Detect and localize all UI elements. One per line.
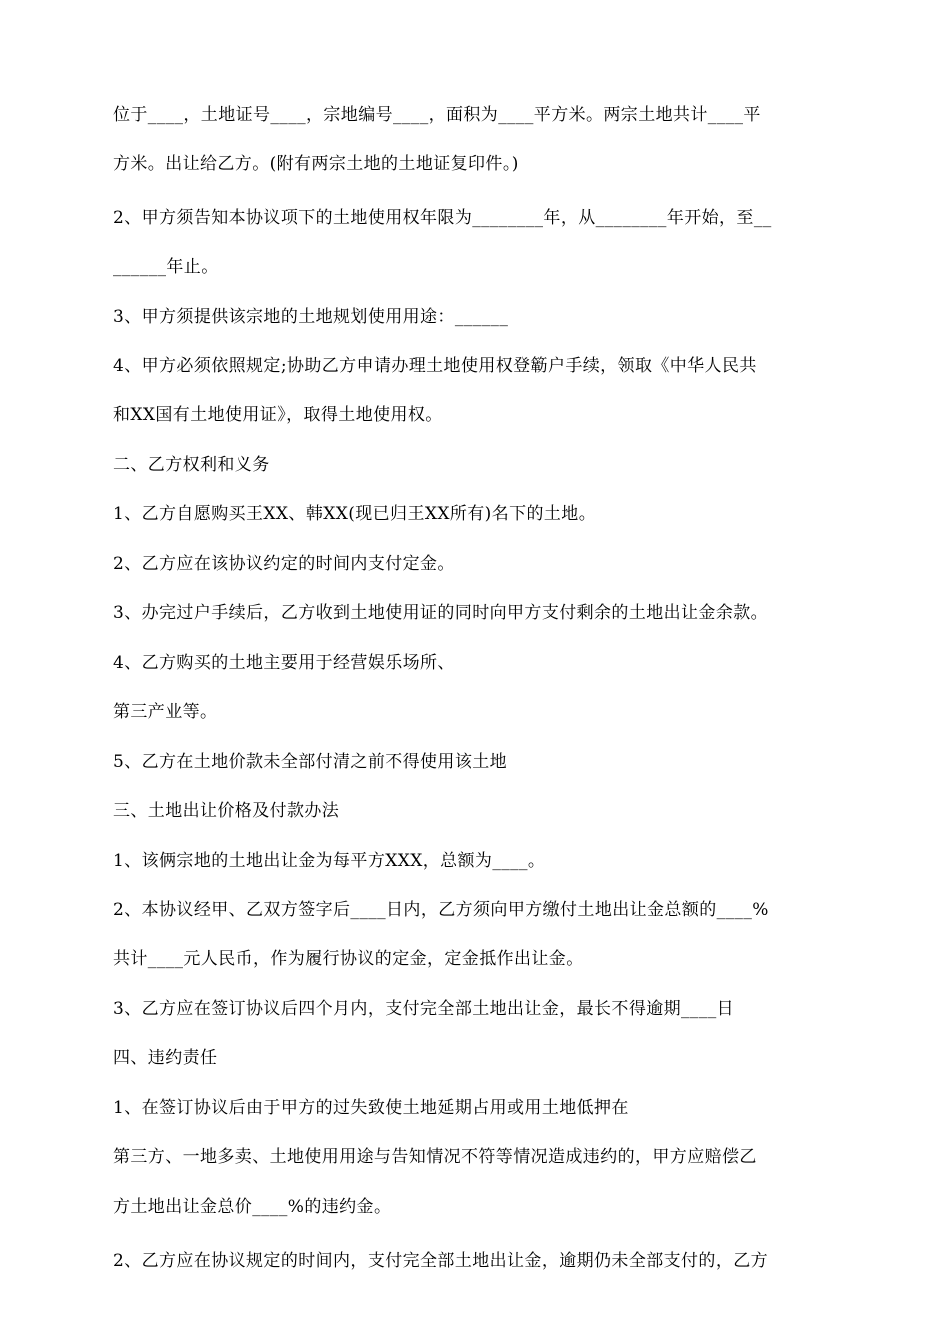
paragraph-line: 2、乙方应在该协议约定的时间内支付定金。 bbox=[113, 554, 455, 574]
paragraph-line: 2、甲方须告知本协议项下的土地使用权年限为________年，从________年开始，至__ bbox=[113, 208, 772, 228]
section-heading: 四、违约责任 bbox=[113, 1048, 218, 1068]
paragraph-line: 第三方、一地多卖、土地使用用途与告知情况不符等情况造成违约的，甲方应赔偿乙 bbox=[113, 1147, 757, 1167]
paragraph-line: 共计____元人民币，作为履行协议的定金，定金抵作出让金。 bbox=[113, 949, 584, 969]
paragraph-line: 5、乙方在土地价款未全部付清之前不得使用该土地 bbox=[113, 752, 508, 772]
paragraph-line: 1、乙方自愿购买王XX、韩XX(现已归王XX所有)名下的土地。 bbox=[113, 504, 597, 524]
paragraph-line: 2、本协议经甲、乙双方签字后____日内，乙方须向甲方缴付土地出让金总额的____% bbox=[113, 900, 769, 920]
paragraph-line: ______年止。 bbox=[113, 257, 219, 277]
paragraph-line: 位于____，土地证号____，宗地编号____，面积为____平方米。两宗土地共计____平 bbox=[113, 105, 761, 125]
paragraph-line: 1、在签订协议后由于甲方的过失致使土地延期占用或用土地低押在 bbox=[113, 1098, 629, 1118]
paragraph-line: 和XX国有土地使用证》，取得土地使用权。 bbox=[113, 405, 443, 425]
paragraph-line: 4、乙方购买的土地主要用于经营娱乐场所、 bbox=[113, 653, 455, 673]
paragraph-line: 3、办完过户手续后，乙方收到土地使用证的同时向甲方支付剩余的土地出让金余款。 bbox=[113, 603, 769, 623]
section-heading: 二、乙方权利和义务 bbox=[113, 455, 270, 475]
paragraph-line: 第三产业等。 bbox=[113, 702, 218, 722]
paragraph-line: 3、乙方应在签订协议后四个月内，支付完全部土地出让金，最长不得逾期____日 bbox=[113, 999, 735, 1019]
paragraph-line: 方土地出让金总价____%的违约金。 bbox=[113, 1197, 392, 1217]
paragraph-line: 4、甲方必须依照规定;协助乙方申请办理土地使用权登簕户手续，领取《中华人民共 bbox=[113, 356, 757, 376]
section-heading: 三、土地出让价格及付款办法 bbox=[113, 801, 340, 821]
paragraph-line: 方米。出让给乙方。(附有两宗土地的土地证复印件。) bbox=[113, 154, 519, 174]
paragraph-line: 1、该俩宗地的土地出让金为每平方XXX，总额为____。 bbox=[113, 851, 546, 871]
paragraph-line: 3、甲方须提供该宗地的土地规划使用用途：______ bbox=[113, 307, 509, 327]
paragraph-line: 2、乙方应在协议规定的时间内，支付完全部土地出让金，逾期仍未全部支付的，乙方 bbox=[113, 1251, 769, 1271]
